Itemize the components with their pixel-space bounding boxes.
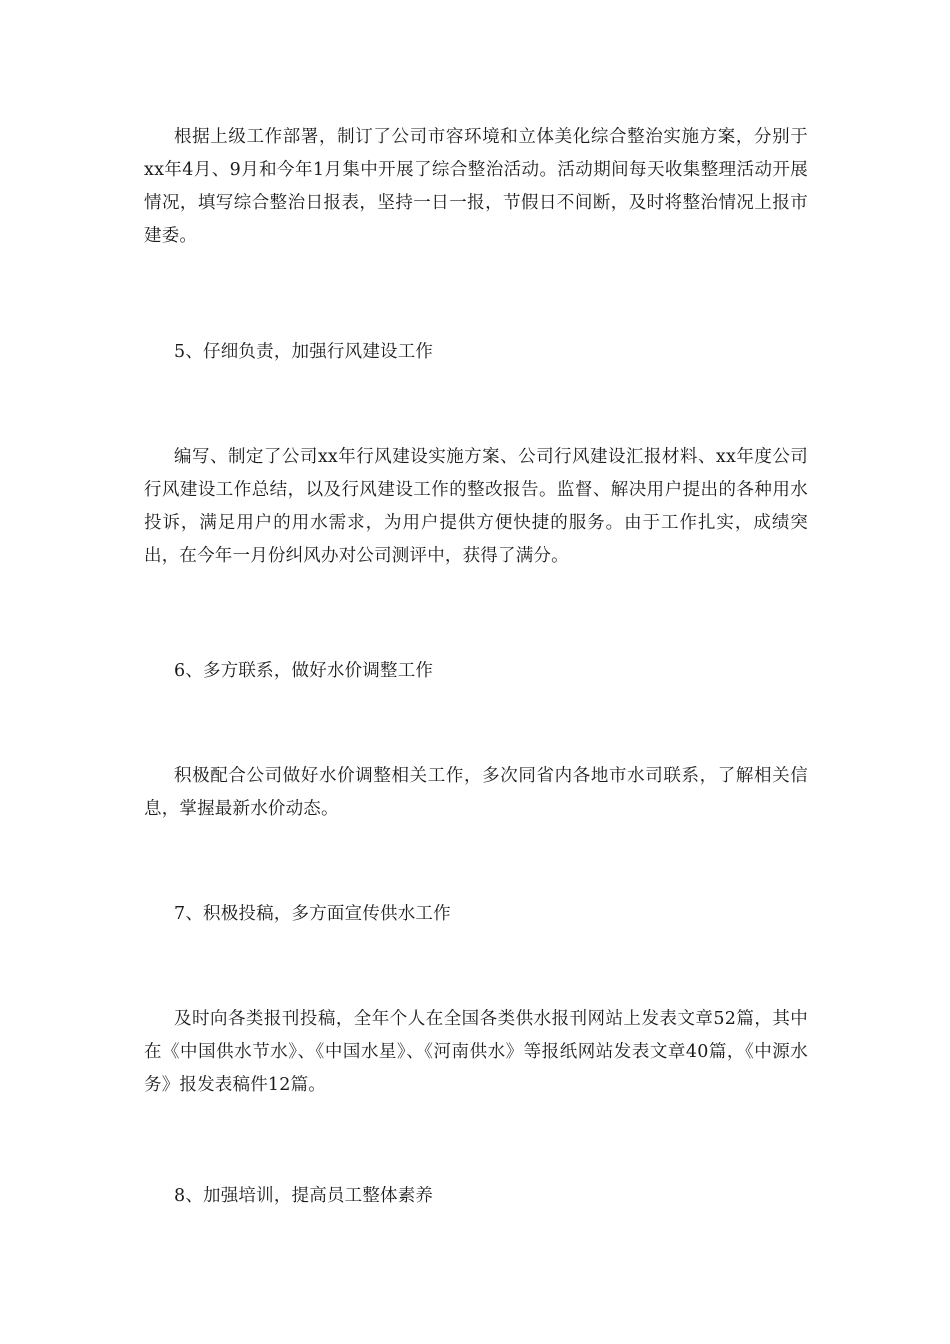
paragraph-conduct-building: 编写、制定了公司xx年行风建设实施方案、公司行风建设汇报材料、xx年度公司行风建设工作总结，以及行风建设工作的整改报告。监督、解决用户提出的各种用水投诉，满足用户的用水需求，为用户提供方便快捷的服务。由于工作扎实，成绩突出，在今年一月份纠风办对公司测评中，获得了满分。: [144, 447, 808, 566]
section-heading-8: 8、加强培训，提高员工整体素养: [174, 1186, 434, 1206]
paragraph-water-price: 积极配合公司做好水价调整相关工作，多次同省内各地市水司联系，了解相关信息，掌握最新水价动态。: [144, 766, 808, 819]
paragraph-publications: 及时向各类报刊投稿，全年个人在全国各类供水报刊网站上发表文章52篇，其中在《中国供水节水》、《中国水星》、《河南供水》等报纸网站发表文章40篇，《中源水务》报发表稿件12篇。: [144, 1009, 808, 1095]
section-heading-7: 7、积极投稿，多方面宣传供水工作: [174, 904, 451, 924]
section-heading-5: 5、仔细负责，加强行风建设工作: [174, 342, 434, 362]
paragraph-comprehensive-rectification: 根据上级工作部署，制订了公司市容环境和立体美化综合整治实施方案，分别于xx年4月、9月和今年1月集中开展了综合整治活动。活动期间每天收集整理活动开展情况，填写综合整治日报表，坚持一日一报，节假日不间断，及时将整治情况上报市建委。: [144, 127, 808, 246]
section-heading-6: 6、多方联系，做好水价调整工作: [174, 661, 434, 681]
